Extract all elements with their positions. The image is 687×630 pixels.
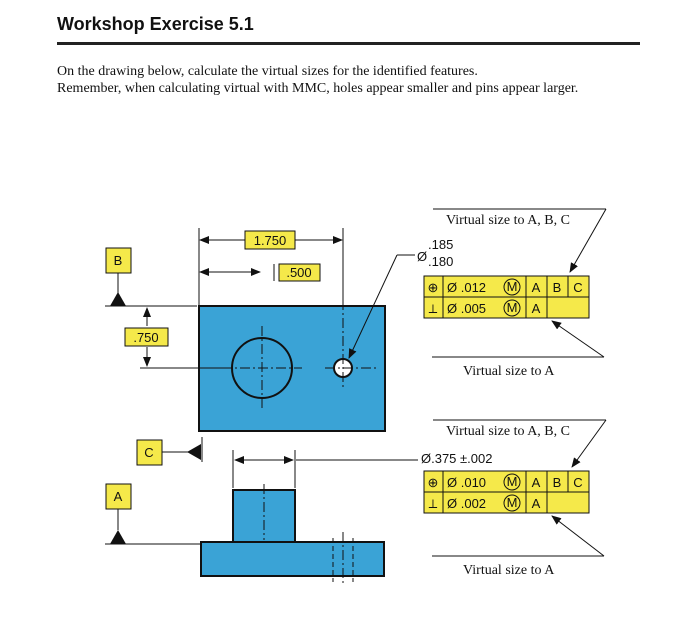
callout-bottom-a: Virtual size to A: [463, 563, 555, 578]
datum-c-label: C: [144, 445, 154, 460]
fcf-bottom-datum-b: B: [552, 475, 562, 490]
part-side-view-base: [201, 542, 384, 576]
hole-size-upper: .185: [428, 237, 454, 252]
fcf-top-datum-a: A: [531, 280, 541, 295]
hole-size-lower: .180: [428, 254, 454, 269]
fcf-bottom-tol1: Ø .010: [447, 475, 487, 490]
fcf-top: [424, 276, 589, 318]
callout-top-abc: Virtual size to A, B, C: [446, 213, 570, 228]
datum-b-triangle: [110, 292, 126, 306]
fcf-bottom-datum-a: A: [531, 475, 541, 490]
fcf-bottom-mod1: M: [506, 474, 518, 489]
datum-a-label: A: [113, 489, 123, 504]
callout-bottom-abc: Virtual size to A, B, C: [446, 424, 570, 439]
fcf-bottom-perp-symbol: ⟂: [428, 496, 438, 511]
fcf-top-position-symbol: ⊕: [427, 280, 439, 295]
fcf-top-perp-symbol: ⟂: [428, 301, 438, 316]
fcf-top-datum-a2: A: [531, 301, 541, 316]
page-title: Workshop Exercise 5.1: [57, 14, 254, 34]
fcf-top-mod2: M: [506, 300, 518, 315]
instruction-line: Remember, when calculating virtual with MMC, holes appear smaller and pins appear larger.: [57, 81, 579, 96]
fcf-bottom-tol2: Ø .002: [447, 496, 487, 511]
pin-size: Ø.375 ±.002: [421, 451, 493, 466]
instruction-line: On the drawing below, calculate the virtual sizes for the identified features.: [57, 64, 478, 79]
fcf-top-mod1: M: [506, 279, 518, 294]
datum-c-triangle: [187, 444, 201, 460]
fcf-top-datum-c: C: [573, 280, 583, 295]
fcf-bottom: [424, 471, 589, 513]
fcf-top-datum-b: B: [552, 280, 562, 295]
dim-width: 1.750: [253, 233, 287, 248]
hole-diameter-symbol: Ø: [417, 249, 428, 264]
dim-offset: .500: [286, 265, 312, 280]
fcf-top-tol1: Ø .012: [447, 280, 487, 295]
datum-b-label: B: [113, 253, 123, 268]
datum-a-triangle: [110, 530, 126, 544]
fcf-bottom-mod2: M: [506, 495, 518, 510]
dim-vertical: .750: [133, 330, 159, 345]
fcf-top-tol2: Ø .005: [447, 301, 487, 316]
fcf-bottom-datum-a2: A: [531, 496, 541, 511]
fcf-bottom-datum-c: C: [573, 475, 583, 490]
callout-top-a: Virtual size to A: [463, 364, 555, 379]
fcf-bottom-position-symbol: ⊕: [427, 475, 439, 490]
